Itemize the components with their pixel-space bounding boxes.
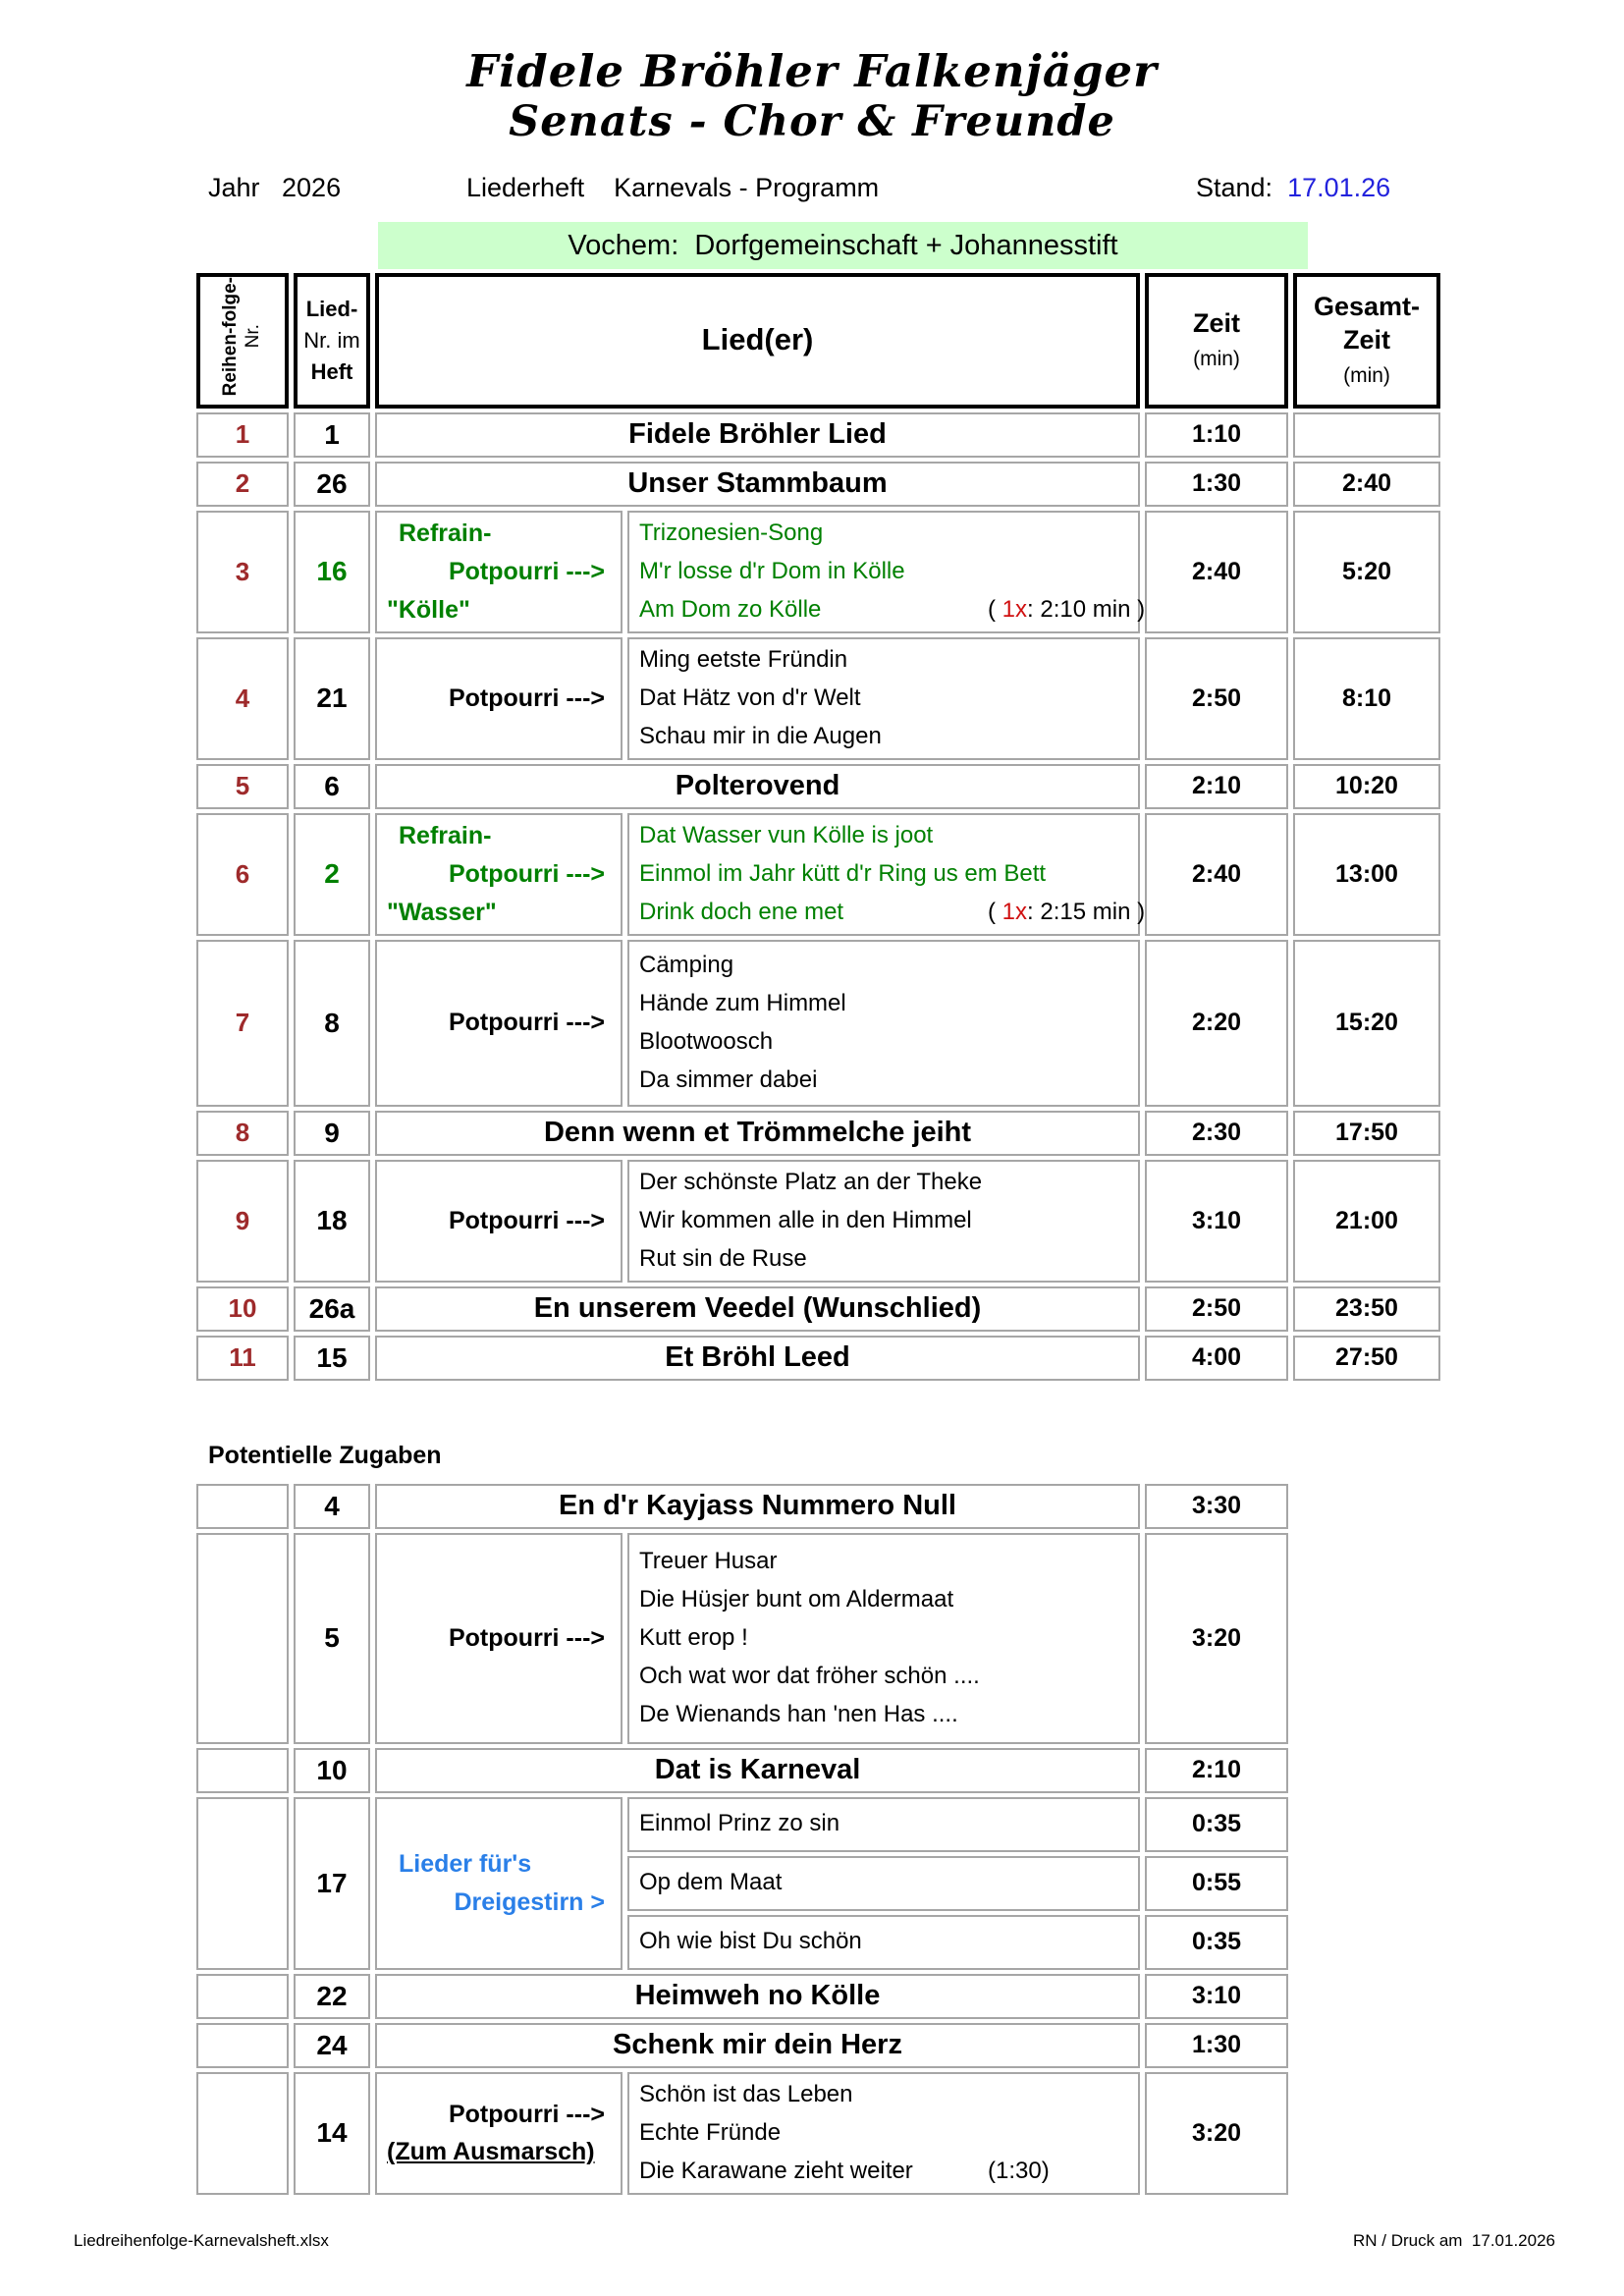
document-title-block (0, 0, 1624, 147)
song-title: Ming eetste Fründin (639, 646, 848, 674)
table-row (196, 1974, 1288, 2019)
cell-song-list (627, 1533, 1140, 1744)
cell-song-title (627, 1856, 1140, 1911)
header-total-unit: (min) (1343, 363, 1390, 387)
table-row (196, 2023, 1288, 2068)
potpourri-line-2: Potpourri ---> (448, 859, 605, 888)
song-line: Oh wie bist Du schön (639, 1928, 862, 1955)
cell-potpourri-label (375, 1797, 623, 1970)
cell-song-list (627, 511, 1146, 633)
program-table-head (196, 273, 1440, 409)
cell-song-title: En d'r Kayjass Nummero Null (375, 1484, 1140, 1529)
cell-song-title: Dat is Karneval (375, 1748, 1140, 1793)
table-row (196, 1533, 1288, 1744)
song-line (639, 718, 1138, 756)
page-footer (0, 2231, 1624, 2255)
cell-song-no: 4 (294, 1484, 370, 1529)
song-line (639, 1658, 1138, 1696)
cell-total-time: 21:00 (1293, 1160, 1440, 1283)
stand-text: Stand: (1196, 172, 1288, 202)
table-header-row (196, 273, 1440, 409)
cell-order-no (196, 2023, 289, 2068)
cell-total-time (1293, 412, 1440, 458)
table-row (196, 1286, 1440, 1332)
potpourri-line-2: Potpourri ---> (448, 557, 605, 585)
cell-song-no: 21 (294, 637, 370, 760)
cell-order-no: 10 (196, 1286, 289, 1332)
cell-song-no: 16 (294, 511, 370, 633)
cell-order-no (196, 1797, 289, 1970)
cell-song-no: 17 (294, 1797, 370, 1970)
potpourri-line-2: Potpourri ---> (448, 683, 605, 712)
cell-time: 2:30 (1145, 1111, 1288, 1156)
cell-song-no: 1 (294, 412, 370, 458)
header-song-no (294, 273, 370, 409)
year-label: Jahr 2026 (208, 172, 342, 202)
cell-order-no: 1 (196, 412, 289, 458)
potpourri-line-1: Lieder für's (399, 1850, 532, 1879)
song-title: Trizonesien-Song (639, 519, 824, 547)
table-row (196, 1797, 1288, 1852)
cell-time: 2:10 (1145, 1748, 1288, 1793)
song-title: Blootwoosch (639, 1027, 774, 1055)
song-line (639, 947, 1138, 985)
song-title: De Wienands han 'nen Has .... (639, 1700, 958, 1727)
cell-time: 3:30 (1145, 1484, 1288, 1529)
cell-total-time: 15:20 (1293, 940, 1440, 1107)
song-line (639, 1164, 1138, 1202)
cell-order-no (196, 1484, 289, 1529)
song-title: Der schönste Platz an der Theke (639, 1169, 983, 1196)
cell-song-no: 15 (294, 1336, 370, 1381)
cell-time: 2:40 (1145, 511, 1288, 633)
encores-table-body (196, 1484, 1288, 2195)
program-label: Liederheft Karnevals - Programm (466, 172, 880, 202)
potpourri-line-1: Refrain- (399, 822, 492, 850)
repeat-count: 1x (1001, 595, 1028, 623)
cell-order-no: 9 (196, 1160, 289, 1283)
song-line (639, 2076, 1138, 2114)
potpourri-line-3: "Wasser" (387, 898, 497, 926)
song-title: Kutt erop ! (639, 1623, 748, 1651)
cell-time: 1:30 (1145, 2023, 1288, 2068)
song-line (639, 553, 1138, 591)
cell-song-no: 10 (294, 1748, 370, 1793)
cell-song-no: 26a (294, 1286, 370, 1332)
footer-filename: Liedreihenfolge-Karnevalsheft.xlsx (74, 2231, 329, 2250)
cell-potpourri-label (375, 1533, 623, 1744)
cell-order-no (196, 1974, 289, 2019)
song-line (639, 1240, 1138, 1279)
header-order-l2: Nr. (243, 324, 263, 349)
cell-potpourri-label (375, 2072, 623, 2195)
potpourri-line-3: (Zum Ausmarsch) (387, 2138, 595, 2166)
cell-time: 1:30 (1145, 462, 1288, 507)
cell-song-title (627, 1915, 1140, 1970)
repeat-count: 1x (1001, 898, 1028, 925)
header-songno-l2: Nr. im (303, 327, 360, 353)
table-row (196, 1484, 1288, 1529)
song-note: (1:30) (988, 2157, 1050, 2184)
cell-total-time: 10:20 (1293, 764, 1440, 809)
song-line (639, 1619, 1138, 1658)
cell-song-no: 14 (294, 2072, 370, 2195)
song-title: Rut sin de Ruse (639, 1244, 807, 1272)
cell-potpourri-label (375, 940, 623, 1107)
table-row (196, 2072, 1288, 2195)
cell-song-no: 2 (294, 813, 370, 936)
cell-song-title: En unserem Veedel (Wunschlied) (375, 1286, 1140, 1332)
cell-order-no (196, 2072, 289, 2195)
song-line (639, 680, 1138, 718)
cell-song-no: 22 (294, 1974, 370, 2019)
meta-row (0, 173, 1624, 212)
song-line (639, 817, 1138, 855)
song-line (639, 1543, 1138, 1581)
cell-total-time: 27:50 (1293, 1336, 1440, 1381)
header-songs: Lied(er) (375, 273, 1140, 409)
table-row (196, 1336, 1440, 1381)
song-title: Och wat wor dat fröher schön .... (639, 1662, 980, 1689)
song-line (639, 985, 1138, 1023)
song-title: Treuer Husar (639, 1548, 778, 1575)
cell-song-no: 24 (294, 2023, 370, 2068)
table-row (196, 462, 1440, 507)
cell-song-list (627, 1160, 1140, 1283)
title-line-2: Senats - Chor & Freunde (509, 97, 1115, 147)
cell-time: 3:10 (1145, 1974, 1288, 2019)
cell-song-title (627, 1797, 1140, 1852)
song-title: Am Dom zo Kölle (639, 595, 822, 623)
cell-song-title: Unser Stammbaum (375, 462, 1140, 507)
cell-time: 3:10 (1145, 1160, 1288, 1283)
cell-song-list (627, 2072, 1140, 2195)
cell-total-time: 2:40 (1293, 462, 1440, 507)
cell-song-title: Schenk mir dein Herz (375, 2023, 1140, 2068)
cell-song-no: 26 (294, 462, 370, 507)
header-time-label: Zeit (1192, 308, 1240, 339)
cell-total-time: 5:20 (1293, 511, 1440, 633)
cell-order-no: 2 (196, 462, 289, 507)
table-row (196, 637, 1440, 760)
song-title: Wir kommen alle in den Himmel (639, 1206, 972, 1233)
cell-song-list (627, 940, 1140, 1107)
cell-order-no: 4 (196, 637, 289, 760)
table-row (196, 940, 1440, 1107)
cell-total-time: 13:00 (1293, 813, 1440, 936)
footer-print-info: RN / Druck am 17.01.2026 (1353, 2231, 1555, 2250)
song-title: Schön ist das Leben (639, 2081, 853, 2108)
table-row (196, 412, 1440, 458)
cell-song-no: 8 (294, 940, 370, 1107)
song-title: Hände zum Himmel (639, 989, 846, 1016)
song-title: Da simmer dabei (639, 1066, 818, 1093)
cell-order-no: 6 (196, 813, 289, 936)
cell-time: 0:55 (1145, 1856, 1288, 1911)
table-row (196, 813, 1440, 936)
song-title: Dat Hätz von d'r Welt (639, 683, 861, 711)
cell-time: 2:20 (1145, 940, 1288, 1107)
table-row (196, 511, 1440, 633)
cell-song-title: Et Bröhl Leed (375, 1336, 1140, 1381)
song-line (639, 641, 1138, 680)
header-time (1145, 273, 1288, 409)
song-line (639, 894, 1146, 932)
cell-time: 1:10 (1145, 412, 1288, 458)
cell-song-list (627, 637, 1140, 760)
cell-song-list (627, 813, 1146, 936)
cell-total-time: 23:50 (1293, 1286, 1440, 1332)
cell-time: 3:20 (1145, 2072, 1288, 2195)
cell-order-no: 7 (196, 940, 289, 1107)
header-time-unit: (min) (1193, 347, 1240, 370)
cell-time: 2:50 (1145, 1286, 1288, 1332)
status-label (1196, 173, 1390, 203)
header-total-l1: Gesamt- (1313, 292, 1421, 322)
program-table-body (196, 412, 1440, 1381)
song-note: ( 1x: 2:15 min ) (988, 898, 1146, 925)
song-line (639, 591, 1146, 629)
cell-time: 3:20 (1145, 1533, 1288, 1744)
cell-order-no (196, 1533, 289, 1744)
encores-table (191, 1480, 1293, 2199)
song-title: M'r losse d'r Dom in Kölle (639, 557, 905, 584)
song-title: Cämping (639, 952, 734, 979)
song-title: Die Karawane zieht weiter (639, 2157, 913, 2184)
potpourri-line-3: "Kölle" (387, 595, 470, 624)
cell-potpourri-label (375, 511, 623, 633)
cell-time: 2:10 (1145, 764, 1288, 809)
cell-song-title: Heimweh no Kölle (375, 1974, 1140, 2019)
table-row (196, 1160, 1440, 1283)
table-row (196, 764, 1440, 809)
song-line (639, 1581, 1138, 1619)
cell-song-title: Fidele Bröhler Lied (375, 412, 1140, 458)
cell-order-no (196, 1748, 289, 1793)
cell-total-time: 8:10 (1293, 637, 1440, 760)
song-line (639, 1696, 1138, 1734)
song-line (639, 2153, 1138, 2191)
cell-order-no: 11 (196, 1336, 289, 1381)
cell-song-title: Denn wenn et Trömmelche jeiht (375, 1111, 1140, 1156)
venue-banner: Vochem: Dorfgemeinschaft + Johannesstift (378, 222, 1308, 269)
song-title: Die Hüsjer bunt om Aldermaat (639, 1586, 954, 1613)
potpourri-line-2: Dreigestirn > (454, 1887, 605, 1916)
header-songno-l3: Heft (310, 358, 353, 384)
song-line (639, 855, 1138, 894)
potpourri-line-2: Potpourri ---> (448, 1623, 605, 1652)
cell-time: 2:50 (1145, 637, 1288, 760)
table-row (196, 1111, 1440, 1156)
cell-song-no: 18 (294, 1160, 370, 1283)
title-line-1: Fidele Bröhler Falkenjäger (466, 45, 1158, 97)
song-line (639, 1202, 1138, 1240)
song-line: Einmol Prinz zo sin (639, 1810, 840, 1837)
program-table (191, 269, 1445, 1385)
header-total-l2: Zeit (1342, 324, 1390, 355)
song-title: Schau mir in die Augen (639, 722, 882, 749)
header-order-no (196, 273, 289, 409)
cell-order-no: 5 (196, 764, 289, 809)
cell-total-time: 17:50 (1293, 1111, 1440, 1156)
song-line (639, 1023, 1138, 1062)
song-title: Drink doch ene met (639, 898, 844, 925)
cell-time: 2:40 (1145, 813, 1288, 936)
stand-date: 17.01.26 (1287, 172, 1391, 202)
cell-song-no: 6 (294, 764, 370, 809)
song-line (639, 2114, 1138, 2153)
cell-order-no: 8 (196, 1111, 289, 1156)
potpourri-line-2: Potpourri ---> (448, 2100, 605, 2128)
header-order-l1: Reihen-folge- (220, 277, 242, 397)
potpourri-line-2: Potpourri ---> (448, 1009, 605, 1037)
table-row (196, 1748, 1288, 1793)
song-title: Einmol im Jahr kütt d'r Ring us em Bett (639, 859, 1047, 887)
header-songno-l1: Lied- (305, 296, 358, 321)
song-title: Dat Wasser vun Kölle is joot (639, 822, 934, 849)
cell-song-title: Polterovend (375, 764, 1140, 809)
cell-time: 0:35 (1145, 1797, 1288, 1852)
cell-time: 4:00 (1145, 1336, 1288, 1381)
cell-potpourri-label (375, 637, 623, 760)
header-total-time (1293, 273, 1440, 409)
song-line (639, 515, 1138, 553)
potpourri-line-2: Potpourri ---> (448, 1206, 605, 1234)
cell-potpourri-label (375, 813, 623, 936)
cell-song-no: 9 (294, 1111, 370, 1156)
song-note: ( 1x: 2:10 min ) (988, 595, 1146, 623)
cell-time: 0:35 (1145, 1915, 1288, 1970)
cell-order-no: 3 (196, 511, 289, 633)
potpourri-line-1: Refrain- (399, 519, 492, 548)
song-line: Op dem Maat (639, 1869, 783, 1896)
song-title: Echte Fründe (639, 2118, 782, 2146)
song-line (639, 1062, 1138, 1100)
cell-song-no: 5 (294, 1533, 370, 1744)
venue-banner-wrap (0, 222, 1624, 269)
cell-potpourri-label (375, 1160, 623, 1283)
encores-heading: Potentielle Zugaben (208, 1441, 442, 1469)
